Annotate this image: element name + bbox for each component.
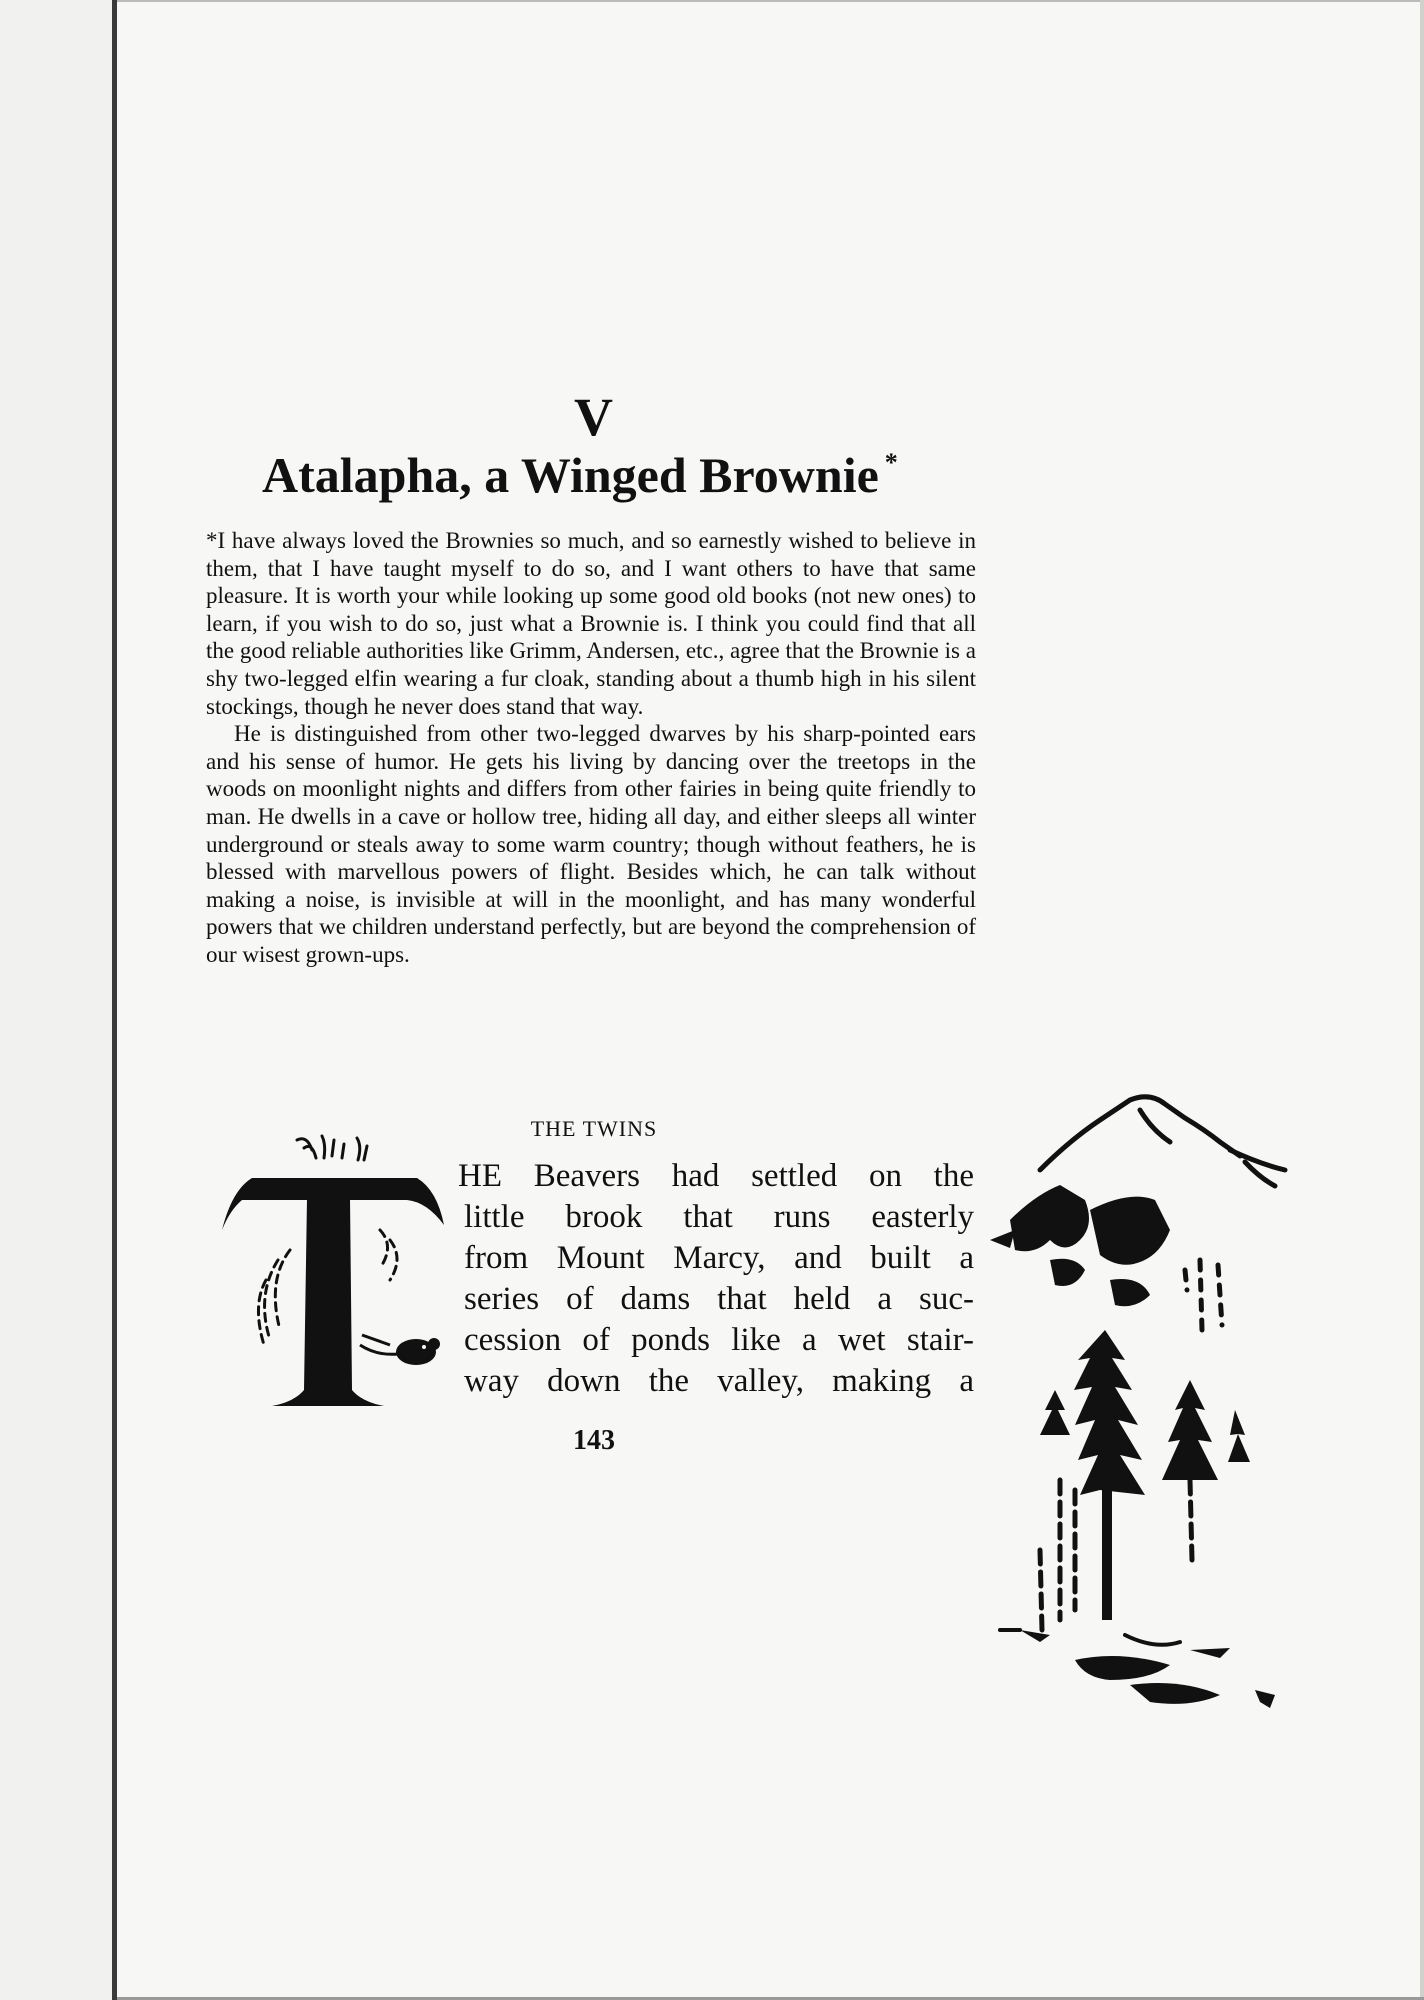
body-line: cession of ponds like a wet stair-: [464, 1322, 974, 1358]
page-number: 143: [573, 1425, 615, 1456]
mouse-icon: [360, 1335, 440, 1365]
footnote: [206, 527, 976, 969]
body-line: HE Beavers had settled on the: [458, 1158, 974, 1194]
body-line: from Mount Marcy, and built a: [464, 1240, 974, 1276]
dropcap-letter-t: [212, 1130, 462, 1420]
section-title: THE TWINS: [530, 1116, 658, 1141]
footnote-marker: *: [884, 448, 898, 477]
chapter-title: [262, 447, 962, 503]
top-page-edge: [117, 0, 1424, 2]
mountain-trees-illustration: [980, 1090, 1320, 1710]
left-page-edge: [0, 0, 117, 2000]
body-line: little brook that runs easterly: [464, 1199, 974, 1235]
right-page-edge: [1420, 0, 1424, 2000]
footnote-paragraph: He is distinguished from other two-legged dwarves by his sharp-pointed ears and his sense of humor. He gets his living by dancing over the treetops in the woods on moonlight nights and differs from other fairies in being quite friendly to man. He dwells in a cave or hollow tree, hiding all day, and either sleeps all winter underground or steals away to some warm country; though without feathers, he is blessed with marvellous powers of flight. Besides which, he can talk without making a noise, is invisible at will in the moonlight, and has many wonderful powers that we children understand perfectly, but are beyond the comprehension of our wisest grown-ups.: [206, 721, 976, 967]
footnote-paragraph: *I have always loved the Brownies so much, and so earnestly wished to believe in them, that I have taught myself to do so, and I want others to have that same pleasure. It is worth your while looking up some good old books (not new ones) to learn, if you wish to do so, just what a Brownie is. I think you could find that all the good reliable authorities like Grimm, Andersen, etc., agree that the Brownie is a shy two-legged elfin wearing a fur cloak, standing about a thumb high in his silent stockings, though he never does stand that way.: [206, 528, 976, 719]
chapter-title-text: Atalapha, a Winged Brownie: [262, 447, 879, 503]
body-line: way down the valley, making a: [464, 1363, 974, 1399]
body-line: series of dams that held a suc-: [464, 1281, 974, 1317]
chapter-number: V: [574, 387, 614, 447]
